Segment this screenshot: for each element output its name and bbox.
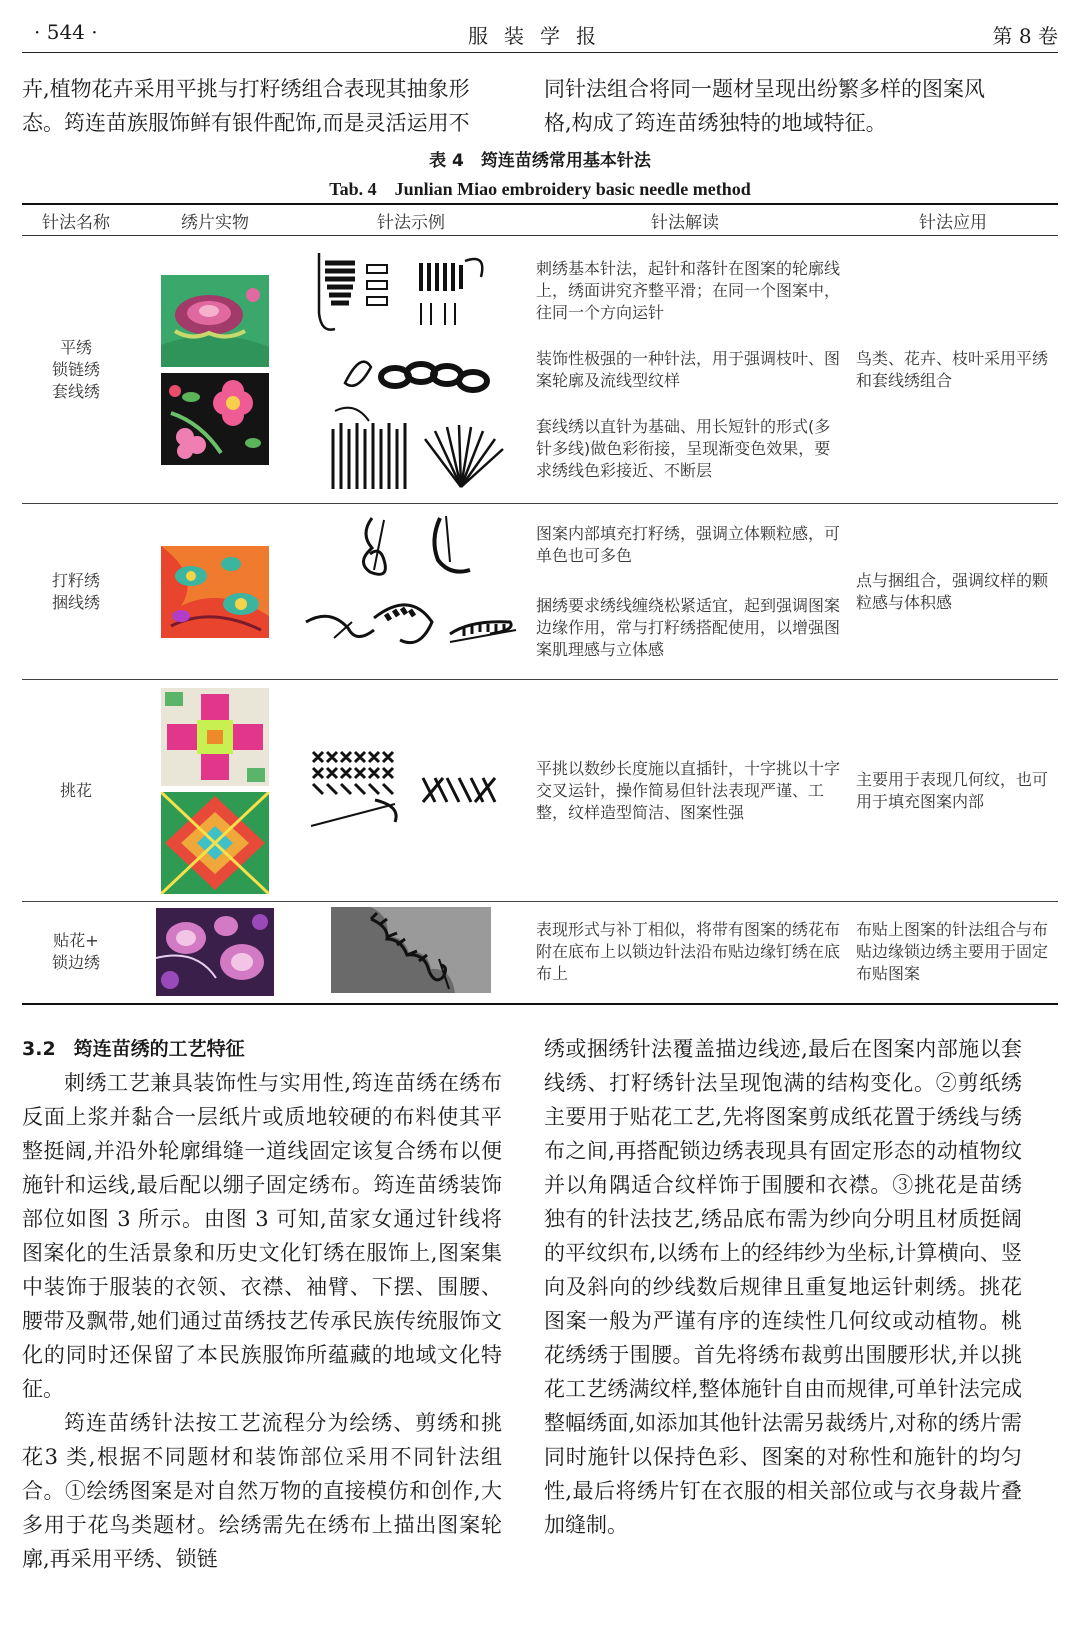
stitch-desc: 图案内部填充打籽绣，强调立体颗粒感，可单色也可多色 [536, 523, 841, 565]
stitch-desc: 装饰性极强的一种针法，用于强调枝叶、图案轮廓及流线型纹样 [536, 348, 841, 390]
stitch-desc: 平挑以数纱长度施以直插针，十字挑以十字交叉运针，操作简易但针法表现严谨、工整，纹样造型简洁、图案性强 [536, 758, 841, 822]
section-number: 3.2 [22, 1038, 56, 1060]
intro-right-line: 格,构成了筠连苗绣独特的地域特征。 [544, 111, 887, 135]
stitch-name: 捆线绣 [51, 592, 100, 612]
stitch-app-cell [848, 902, 1058, 1004]
table-row [22, 504, 1058, 680]
section-heading [22, 1032, 502, 1066]
body-paragraph: 绣或捆绣针法覆盖描边线迹,最后在图案内部施以套线绣、打籽绣针法呈现饱满的结构变化。②剪纸绣主要用于贴花工艺,先将图案剪成纸花置于绣线与绣布之间,再搭配锁边绣表现具有固定形态的动植物纹并以角隅适合纹样饰于围腰和衣襟。③挑花是苗绣独有的针法技艺,绣品底布需为纱向分明且材质挺阔的平纹织布,以绣布上的经纬纱为坐标,计算横向、竖向及斜向的纱线数后规律且重复地运针刺绣。挑花图案一般为严谨有序的连续性几何纹或动植物。桃花绣绣于围腰。首先将绣布裁剪出围腰形状,并以挑花工艺绣满纹样,整体施针自由而规律,可单针法完成整幅绣面,如添加其他针法需另裁绣片,对称的绣片需同时施针以保持色彩、图案的对称性和施针的均匀性,最后将绣片钉在衣服的相关部位或与衣身裁片叠加缝制。 [544, 1037, 1022, 1537]
stitch-app: 主要用于表现几何纹，也可用于填充图案内部 [856, 769, 1049, 811]
stitch-desc-cell [522, 680, 848, 902]
stitch-name-cell [22, 504, 130, 680]
stitch-desc: 捆绣要求绣线缠绕松紧适宜，起到强调图案边缘作用，常与打籽绣搭配使用，以增强图案肌理感与立体感 [536, 595, 841, 659]
section-title: 筠连苗绣的工艺特征 [73, 1038, 245, 1060]
embroidery-photo-cross-stitch-flower [161, 688, 269, 786]
stitch-diagram-cross-stitch [305, 744, 517, 834]
table-caption-zh: 表 4 筠连苗绣常用基本针法 [429, 151, 651, 171]
intro-left [22, 72, 502, 140]
stitch-example-cell [300, 236, 522, 504]
sample-cell [130, 236, 300, 504]
stitch-app: 布贴上图案的针法组合与布贴边缘锁边绣主要用于固定布贴图案 [856, 920, 1049, 984]
sample-cell [130, 902, 300, 1004]
stitch-name: 贴花+ [53, 931, 99, 951]
stitch-name-cell [22, 680, 130, 902]
stitch-example-cell [300, 680, 522, 902]
table-row [22, 680, 1058, 902]
stitch-name: 套线绣 [51, 381, 100, 401]
embroidery-photo-applique [156, 908, 274, 996]
stitch-app: 点与捆组合，强调纹样的颗粒感与体积感 [856, 570, 1049, 612]
stitch-diagram-satin-chain-long-short [305, 243, 517, 493]
running-header [22, 18, 1058, 53]
stitch-name: 挑花 [59, 780, 92, 800]
intro-right [544, 72, 1022, 140]
stitch-app-cell [848, 236, 1058, 504]
body-paragraph: 筠连苗绣针法按工艺流程分为绘绣、剪绣和挑花3 类,根据不同题材和装饰部位采用不同针法组合。①绘绣图案是对自然万物的直接模仿和创作,大多用于花鸟类题材。绘绣需先在绣布上描出图案轮廓,再采用平绣、锁链 [22, 1411, 502, 1571]
table-row [22, 236, 1058, 504]
embroidery-photo-flowers [161, 373, 269, 465]
col-header: 针法示例 [300, 204, 522, 236]
body-left-column [22, 1032, 502, 1576]
sample-cell [130, 504, 300, 680]
volume-label: 第 8 卷 [992, 24, 1058, 48]
col-header: 绣片实物 [130, 204, 300, 236]
stitch-name: 锁边绣 [51, 953, 100, 973]
embroidery-photo-orange [161, 546, 269, 638]
stitch-desc-cell [522, 902, 848, 1004]
table-header-row [22, 204, 1058, 236]
embroidery-photo-cross-stitch-geometric [161, 792, 269, 894]
stitch-app-cell [848, 680, 1058, 902]
body-paragraph: 刺绣工艺兼具装饰性与实用性,筠连苗绣在绣布反面上浆并黏合一层纸片或质地较硬的布料使其平整挺阔,并沿外轮廓缉缝一道线固定该复合绣布以便施针和运线,最后配以绷子固定绣布。筠连苗绣装饰部位如图 3 所示。由图 3 可知,苗家女通过针线将图案化的生活景象和历史文化钉绣在服饰上,图案集中装饰于服装的衣领、衣襟、袖臂、下摆、围腰、腰带及飘带,她们通过苗绣技艺传承民族传统服饰文化的同时还保留了本民族服饰所蕴藏的地域文化特征。 [22, 1071, 502, 1401]
stitch-desc: 刺绣基本针法，起针和落针在图案的轮廓线上，绣面讲究齐整平滑；在同一个图案中，往同一个方向运针 [536, 258, 841, 322]
stitch-name-cell [22, 236, 130, 504]
embroidery-photo-green [161, 275, 269, 367]
stitch-desc-cell [522, 236, 848, 504]
stitch-desc: 套线绣以直针为基础、用长短针的形式(多针多线)做色彩衔接，呈现渐变色效果，要求绣线色彩接近、不断层 [536, 416, 831, 480]
table-row [22, 902, 1058, 1004]
sample-cell [130, 680, 300, 902]
table-caption-en: Tab. 4 Junlian Miao embroidery basic needle method [329, 179, 751, 199]
stitch-name-cell [22, 902, 130, 1004]
stitch-diagram-blanket-stitch [331, 907, 491, 993]
stitch-example-cell [300, 902, 522, 1004]
journal-name: 服装学报 [468, 24, 612, 48]
col-header: 针法解读 [522, 204, 848, 236]
stitch-app-cell [848, 504, 1058, 680]
stitch-name: 锁链绣 [51, 359, 100, 379]
stitch-name: 打籽绣 [51, 570, 100, 590]
intro-right-line: 同针法组合将同一题材呈现出纷繁多样的图案风 [544, 77, 985, 101]
stitch-app: 鸟类、花卉、枝叶采用平绣和套线绣组合 [856, 348, 1049, 390]
stitch-desc-cell [522, 504, 848, 680]
page-number: · 544 · [34, 20, 98, 44]
body-right-column [544, 1032, 1022, 1542]
stitch-example-cell [300, 504, 522, 680]
stitch-diagram-french-knot-couching [300, 510, 522, 670]
col-header: 针法名称 [22, 204, 130, 236]
intro-left-line: 态。筠连苗族服饰鲜有银件配饰,而是灵活运用不 [22, 111, 470, 135]
stitch-name: 平绣 [59, 337, 92, 357]
col-header: 针法应用 [848, 204, 1058, 236]
stitch-table [22, 203, 1058, 1005]
intro-left-line: 卉,植物花卉采用平挑与打籽绣组合表现其抽象形 [22, 77, 470, 101]
stitch-desc: 表现形式与补丁相似，将带有图案的绣花布附在底布上以锁边针法沿布贴边缘钉绣在底布上 [536, 920, 841, 984]
